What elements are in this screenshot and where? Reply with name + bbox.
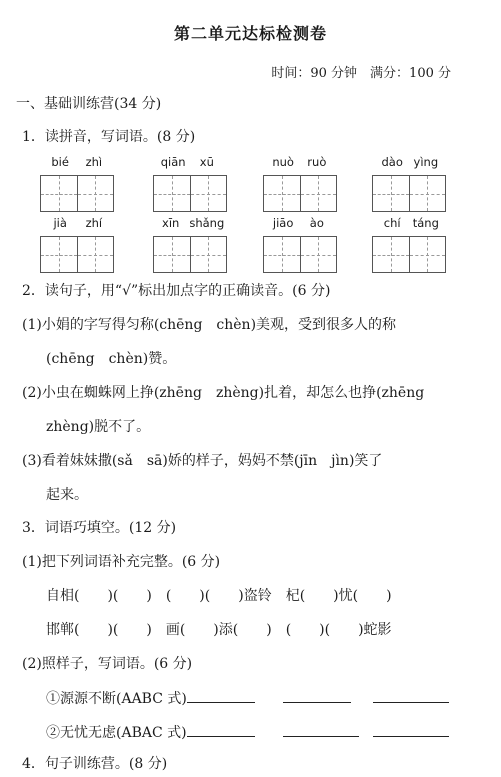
question-text: (1)小娟的字写得匀称(chēng chèn)美观，受到很多人的称 (22, 317, 397, 333)
writing-grid[interactable] (40, 236, 114, 273)
question-text: (3)看着妹妹撒(sǎ sā)娇的样子，妈妈不禁(jīn jìn)笑了 (22, 453, 383, 469)
pinyin-syllable: chí (383, 216, 401, 230)
writing-grid[interactable] (263, 175, 337, 212)
question-text: (2)照样子，写词语。(6 分) (22, 656, 193, 672)
pinyin-syllable: bié (51, 155, 69, 169)
answer-blank[interactable] (373, 689, 449, 703)
question-text: 起来。 (46, 487, 88, 503)
question-text: (chēng chèn)赞。 (46, 351, 177, 367)
writing-grid[interactable] (153, 236, 227, 273)
pinyin-syllable: xū (199, 155, 214, 169)
pinyin-group (40, 155, 114, 215)
pinyin-syllable: jià (53, 216, 67, 230)
page-title: 第二单元达标检测卷 (173, 24, 327, 43)
writing-grid[interactable] (40, 175, 114, 212)
answer-blank[interactable] (187, 723, 255, 737)
pinyin-syllable: shǎng (189, 216, 225, 230)
pinyin-syllable: jiāo (272, 216, 294, 230)
answer-blank[interactable] (187, 689, 255, 703)
example-label: ②无忧无虑(ABAC 式) (46, 725, 187, 741)
question-4-heading: 4．句子训练营。(8 分) (22, 756, 168, 772)
pinyin-group (263, 216, 337, 276)
pinyin-grid-row-2 (0, 216, 501, 276)
pinyin-syllable: xīn (162, 216, 180, 230)
question-text: zhèng)脱不了。 (46, 419, 151, 435)
writing-grid[interactable] (263, 236, 337, 273)
section-heading: 一、基础训练营(34 分) (16, 96, 162, 112)
answer-blank[interactable] (373, 723, 449, 737)
pinyin-group (372, 216, 446, 276)
pinyin-group (40, 216, 114, 276)
pinyin-syllable: yìng (413, 155, 439, 169)
answer-blank[interactable] (283, 689, 351, 703)
pinyin-syllable: qiān (160, 155, 186, 169)
question-text: (2)小虫在蜘蛛网上挣(zhēng zhèng)扎着，却怎么也挣(zhēng (22, 385, 425, 401)
pinyin-group (153, 216, 227, 276)
writing-grid[interactable] (372, 236, 446, 273)
pinyin-syllable: táng (412, 216, 439, 230)
pinyin-syllable: ruò (307, 155, 327, 169)
example-label: ①源源不断(AABC 式) (46, 691, 187, 707)
pinyin-group (372, 155, 446, 215)
pinyin-syllable: zhì (85, 155, 103, 169)
pinyin-group (153, 155, 227, 215)
question-3-heading: 3．词语巧填空。(12 分) (22, 520, 177, 536)
pinyin-syllable: ào (309, 216, 324, 230)
writing-grid[interactable] (153, 175, 227, 212)
question-text: (1)把下列词语补充完整。(6 分) (22, 554, 221, 570)
fill-blank-line[interactable]: 自相( )( ) ( )( )盗铃 杞( )忧( ) (46, 588, 392, 604)
pinyin-syllable: nuò (272, 155, 294, 169)
writing-grid[interactable] (372, 175, 446, 212)
pinyin-syllable: dào (381, 155, 403, 169)
question-1-heading: 1．读拼音，写词语。(8 分) (22, 129, 196, 145)
pinyin-grid-row-1 (0, 155, 501, 215)
answer-blank[interactable] (283, 723, 359, 737)
question-2-heading: 2．读句子，用“√”标出加点字的正确读音。(6 分) (22, 283, 331, 299)
pinyin-group (263, 155, 337, 215)
pinyin-syllable: zhí (85, 216, 103, 230)
example-row (46, 723, 501, 742)
fill-blank-line[interactable]: 邯郸( )( ) 画( )添( ) ( )( )蛇影 (46, 622, 392, 638)
exam-meta: 时间：90 分钟 满分：100 分 (271, 66, 451, 81)
example-row (46, 689, 501, 708)
